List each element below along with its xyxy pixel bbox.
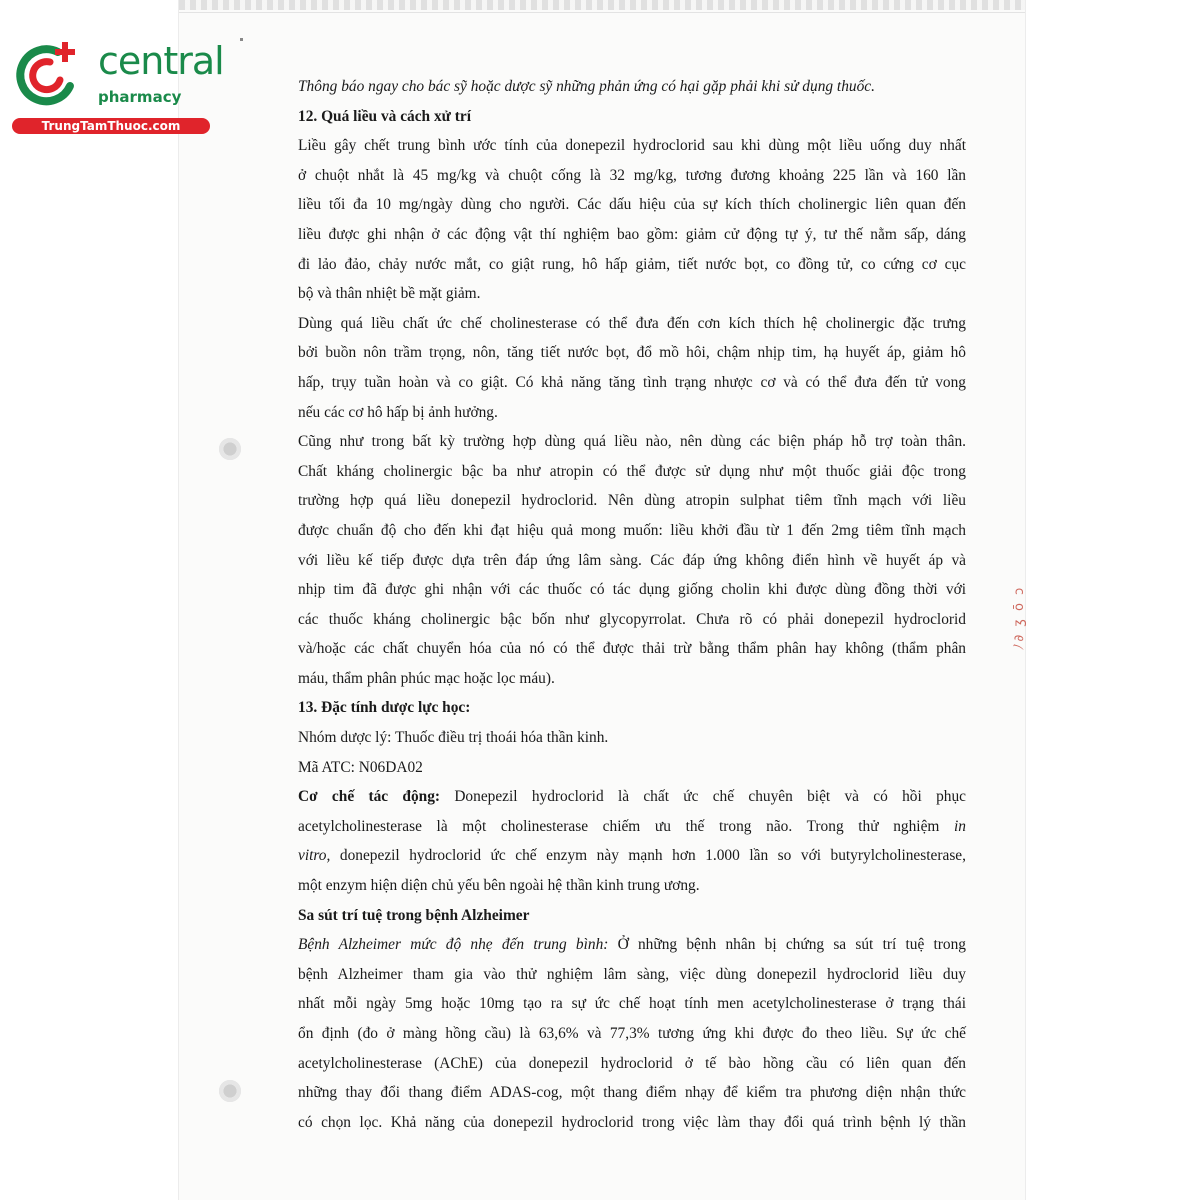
text-line: Liều gây chết trung bình ước tính của donepezil hydroclorid sau khi dùng một liều uống duy nhất xyxy=(298,137,966,155)
logo-url-badge[interactable]: TrungTamThuoc.com xyxy=(12,118,210,134)
scan-mark xyxy=(240,38,243,41)
text-line: trường hợp quá liều donepezil hydroclorid. Nên dùng atropin sulphat tiêm tĩnh mạch với liều xyxy=(298,492,966,510)
text-line: Cũng như trong bất kỳ trường hợp dùng quá liều nào, nên dùng các biện pháp hỗ trợ toàn thân. xyxy=(298,433,966,451)
text-span: Ở những bệnh nhân bị chứng sa sút trí tuệ trong xyxy=(617,936,966,954)
text-line: ổn định (đo ở màng hồng cầu) là 63,6% và 77,3% tương ứng khi được đo theo liều. Sự ức chế xyxy=(298,1025,966,1042)
text-line: được chuẩn độ cho đến khi đạt hiệu quả mong muốn: liều khởi đầu từ 1 đến 2mg tiêm tĩnh mạch xyxy=(298,521,966,539)
text-line: Chất kháng cholinergic bậc ba như atropin có thể được sử dụng như một thuốc giải độc trong xyxy=(298,462,966,480)
text-line: liều tối đa 10 mg/ngày dùng cho người. Các dấu hiệu của sự kích thích cholinergic liên quan đến xyxy=(298,196,966,214)
text-line: liều được ghi nhận ở các động vật thí nghiệm bao gồm: giảm cử động tự ý, tư thế nằm sấp, dáng xyxy=(298,225,966,243)
text-line: nhất mỗi ngày 5mg hoặc 10mg tạo ra sự ức chế hoạt tính men acetylcholinesterase ở trạng thái xyxy=(298,995,966,1013)
page-edge-line xyxy=(179,12,1025,13)
text-line: có chọn lọc. Khả năng của donepezil hydroclorid trong việc làm thay đổi quá trình bệnh lý thần xyxy=(298,1113,966,1131)
inline-label: vitro, xyxy=(298,847,340,865)
text-line: với liều kế tiếp được dựa trên đáp ứng lâm sàng. Các đáp ứng không điển hình về huyết áp và xyxy=(298,551,966,569)
scan-speck xyxy=(217,436,243,462)
text-line: máu, thẩm phân phúc mạc hoặc lọc máu). xyxy=(298,669,555,687)
scan-speck xyxy=(217,1078,243,1104)
text-line: Nhóm dược lý: Thuốc điều trị thoái hóa thần kinh. xyxy=(298,729,609,747)
text-line xyxy=(298,930,966,960)
pharmacy-cross-icon xyxy=(10,38,82,110)
text-line: những thay đổi thang điểm ADAS-cog, một thang điểm nhạy để kiểm tra phương diện nhận thức xyxy=(298,1084,966,1102)
text-line: bệnh Alzheimer tham gia vào thử nghiệm lâm sàng, việc dùng donepezil hydroclorid liều duy xyxy=(298,965,966,983)
text-line: bộ và thân nhiệt bề mặt giảm. xyxy=(298,285,481,303)
text-line: Dùng quá liều chất ức chế cholinesterase có thể đưa đến cơn kích thích hệ cholinergic đặc trưng xyxy=(298,314,966,332)
text-line: ở chuột nhắt là 45 mg/kg và chuột cống là 32 mg/kg, tương đương khoảng 225 lần và 160 lần xyxy=(298,166,966,184)
inline-label: Bệnh Alzheimer mức độ nhẹ đến trung bình: xyxy=(298,936,618,954)
text-line: đi lảo đảo, chảy nước mắt, co giật rung, hô hấp giảm, tiết nước bọt, co đồng tử, co cứng cơ cục xyxy=(298,255,966,273)
text-line xyxy=(298,841,966,871)
document-body xyxy=(298,72,966,1137)
logo-subtitle: pharmacy xyxy=(98,88,182,106)
text-line: và/hoặc các chất chuyển hóa của nó có thể được thải trừ bằng thẩm phân hay không (thẩm phân xyxy=(298,640,966,658)
red-stamp: ﾉ∂ ʒ ō ɔ xyxy=(1012,585,1027,650)
central-pharmacy-logo[interactable] xyxy=(10,38,224,138)
text-line: acetylcholinesterase (AChE) của donepezil hydroclorid ở tế bào hồng cầu có liên quan đến xyxy=(298,1054,966,1072)
text-line xyxy=(298,812,966,842)
text-line: bởi buồn nôn trầm trọng, nôn, tăng tiết nước bọt, đổ mồ hôi, chậm nhịp tim, hạ huyết áp, giảm hô xyxy=(298,344,966,362)
logo-name: central xyxy=(98,39,224,83)
text-line: nếu các cơ hô hấp bị ảnh hưởng. xyxy=(298,403,498,421)
text-line: các thuốc kháng cholinergic bậc bốn như glycopyrrolat. Chưa rõ có phải donepezil hydroclorid xyxy=(298,610,966,628)
text-line: một enzym hiện diện chủ yếu bên ngoài hệ thần kinh trung ương. xyxy=(298,877,700,895)
text-span: Donepezil hydroclorid là chất ức chế chuyên biệt và có hồi phục xyxy=(454,788,966,806)
inline-label: Cơ chế tác động: xyxy=(298,788,455,806)
text-line: Thông báo ngay cho bác sỹ hoặc dược sỹ những phản ứng có hại gặp phải khi sử dụng thuốc. xyxy=(298,78,875,95)
section-heading: 13. Đặc tính dược lực học: xyxy=(298,699,471,717)
section-heading: Sa sút trí tuệ trong bệnh Alzheimer xyxy=(298,906,530,924)
text-line xyxy=(298,782,966,812)
text-line: hấp, trụy tuần hoàn và co giật. Có khả năng tăng tình trạng nhược cơ và có thể đưa đến tử vong xyxy=(298,373,966,391)
inline-italic: in xyxy=(939,817,966,835)
text-span: donepezil hydroclorid ức chế enzym này mạnh hơn 1.000 lần so với butyrylcholinesterase, xyxy=(339,847,966,865)
section-heading: 12. Quá liều và cách xử trí xyxy=(298,107,471,125)
perforated-edge xyxy=(179,0,1025,10)
text-span: acetylcholinesterase là một cholinesterase chiếm ưu thế trong não. Trong thử nghiệm xyxy=(298,817,940,835)
text-line: nhịp tim đã được ghi nhận với các thuốc có tác dụng giống cholin khi được dùng đồng thời với xyxy=(298,581,966,599)
text-line: Mã ATC: N06DA02 xyxy=(298,758,423,776)
